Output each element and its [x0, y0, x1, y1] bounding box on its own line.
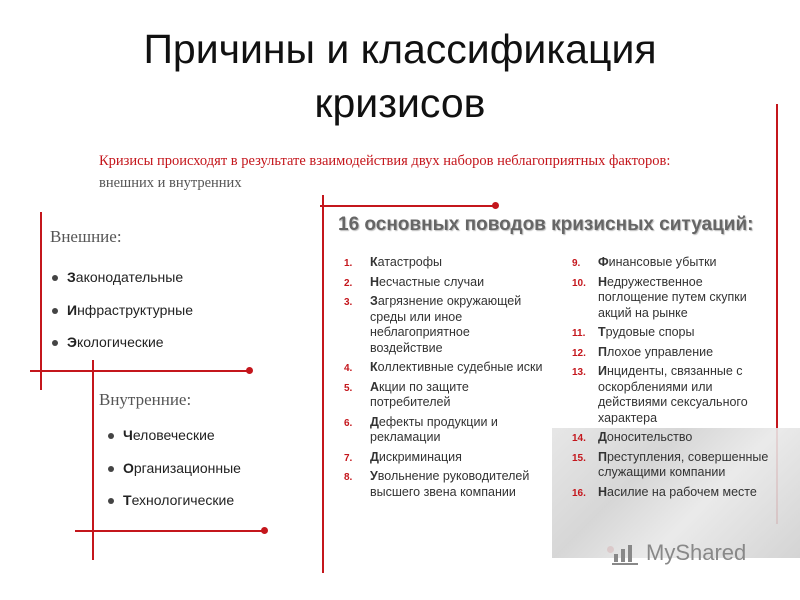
intro-line-2: внешних и внутренних: [99, 175, 242, 191]
list-item: 10. Недружественное поглощение путем скупки акций на рынке: [572, 274, 747, 320]
list-item: 2. Несчастные случаи: [344, 274, 485, 289]
divider-external-vertical: [40, 212, 42, 390]
list-item: Законодательные: [52, 269, 193, 302]
list-item: 4. Коллективные судебные иски: [344, 360, 543, 374]
external-heading: Внешние:: [50, 227, 122, 246]
list-item: 5. Акции по защите потребителей: [344, 379, 469, 409]
divider-reasons-top: [320, 205, 496, 207]
divider-reasons-vertical: [322, 195, 324, 573]
internal-heading: Внутренние:: [99, 390, 192, 409]
list-item: 7. Дискриминация: [344, 449, 462, 464]
list-item: Экологические: [52, 334, 193, 367]
watermark[interactable]: [612, 540, 746, 566]
divider-middle: [30, 370, 250, 372]
list-item: 3. Загрязнение окружающей среды или иное неблагоприятное воздействие: [344, 294, 522, 355]
list-item: 16. Насилие на рабочем месте: [572, 484, 757, 499]
divider-dot: [492, 202, 499, 209]
list-item: 15. Преступления, совершенные служащими компании: [572, 449, 769, 479]
internal-list: [108, 427, 241, 525]
reasons-right-column: [572, 255, 772, 504]
reasons-left-column: [344, 255, 544, 504]
list-item: Технологические: [108, 492, 241, 525]
list-item: 11. Трудовые споры: [572, 325, 695, 339]
list-item: Организационные: [108, 460, 241, 493]
reasons-title: 16 основных поводов кризисных ситуаций:: [338, 214, 754, 235]
intro-line-1: Кризисы происходят в результате взаимодействия двух наборов неблагоприятных факторов:: [99, 153, 671, 169]
list-item: 9. Финансовые убытки: [572, 255, 717, 269]
divider-dot: [246, 367, 253, 374]
page-title: [60, 22, 740, 130]
list-item: 1. Катастрофы: [344, 255, 443, 269]
list-item: 13. Инциденты, связанные с оскорблениями или действиями сексуального характера: [572, 364, 748, 425]
title-line-1: Причины и классификация: [143, 26, 657, 72]
list-item: 12. Плохое управление: [572, 344, 714, 359]
divider-bottom: [75, 530, 265, 532]
list-item: 8. Увольнение руководителей высшего звена компании: [344, 469, 530, 499]
intro-text: [99, 150, 779, 194]
divider-dot: [261, 527, 268, 534]
list-item: Человеческие: [108, 427, 241, 460]
chart-icon: [612, 540, 640, 566]
title-line-2: кризисов: [314, 80, 486, 126]
external-list: [52, 269, 193, 367]
list-item: 6. Дефекты продукции и рекламации: [344, 414, 498, 444]
watermark-text: MyShared: [646, 540, 747, 565]
list-item: Инфраструктурные: [52, 302, 193, 335]
list-item: 14. Доносительство: [572, 430, 693, 444]
